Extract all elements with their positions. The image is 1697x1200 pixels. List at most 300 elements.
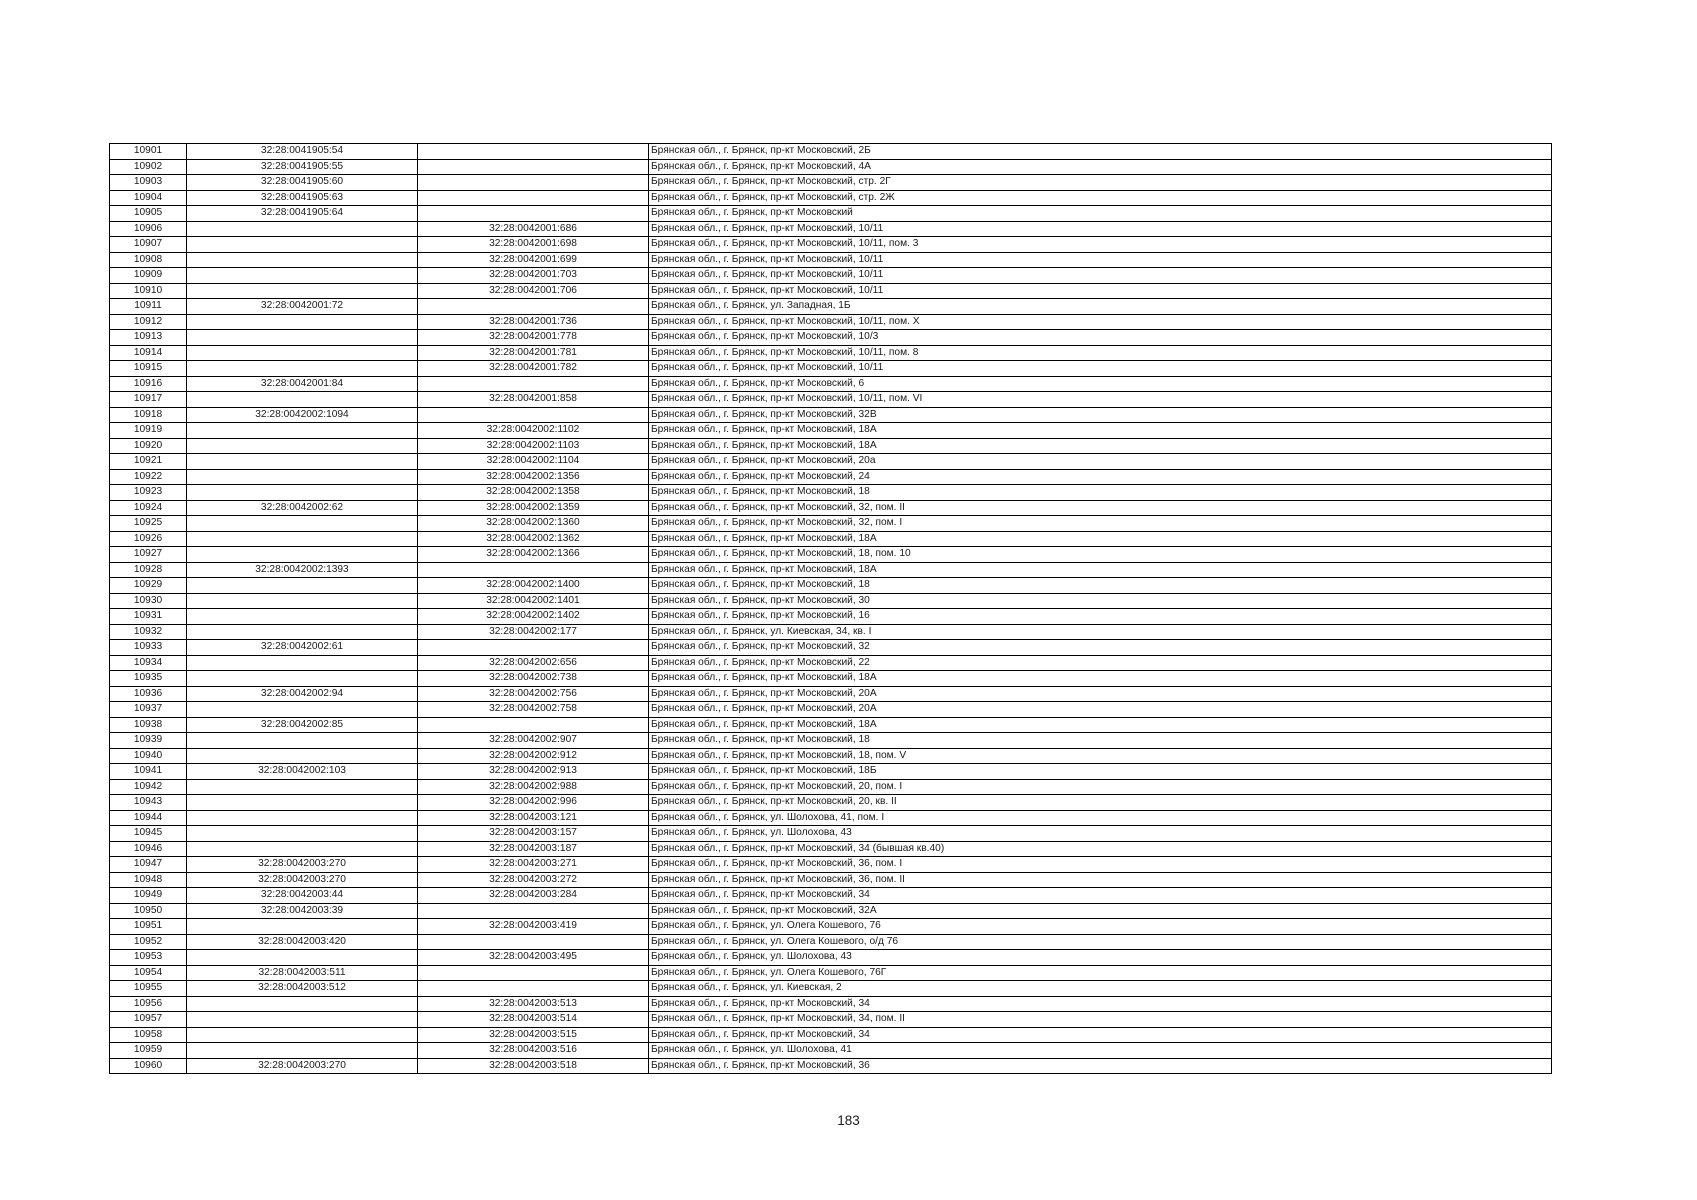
table-row (110, 423, 1552, 439)
row-number-cell: 10932 (110, 624, 187, 640)
object-cadastral-number-cell: 32:28:0042002:177 (418, 624, 649, 640)
land-cadastral-number-cell (187, 578, 418, 594)
address-cell: Брянская обл., г. Брянск, ул. Шолохова, 43 (649, 950, 1552, 966)
table-row (110, 376, 1552, 392)
row-number-cell: 10919 (110, 423, 187, 439)
address-cell: Брянская обл., г. Брянск, ул. Киевская, 34, кв. I (649, 624, 1552, 640)
land-cadastral-number-cell (187, 469, 418, 485)
table-row (110, 655, 1552, 671)
address-cell: Брянская обл., г. Брянск, пр-кт Московский, 20а (649, 454, 1552, 470)
address-cell: Брянская обл., г. Брянск, пр-кт Московский, 4А (649, 159, 1552, 175)
land-cadastral-number-cell (187, 919, 418, 935)
object-cadastral-number-cell: 32:28:0042001:782 (418, 361, 649, 377)
address-cell: Брянская обл., г. Брянск, пр-кт Московский, 18, пом. V (649, 748, 1552, 764)
row-number-cell: 10955 (110, 981, 187, 997)
object-cadastral-number-cell: 32:28:0042002:758 (418, 702, 649, 718)
object-cadastral-number-cell (418, 903, 649, 919)
object-cadastral-number-cell: 32:28:0042003:157 (418, 826, 649, 842)
row-number-cell: 10951 (110, 919, 187, 935)
land-cadastral-number-cell (187, 237, 418, 253)
row-number-cell: 10942 (110, 779, 187, 795)
land-cadastral-number-cell (187, 748, 418, 764)
land-cadastral-number-cell (187, 283, 418, 299)
object-cadastral-number-cell: 32:28:0042002:1401 (418, 593, 649, 609)
table-row (110, 795, 1552, 811)
object-cadastral-number-cell: 32:28:0042001:858 (418, 392, 649, 408)
object-cadastral-number-cell: 32:28:0042002:1362 (418, 531, 649, 547)
object-cadastral-number-cell: 32:28:0042001:736 (418, 314, 649, 330)
table-row (110, 438, 1552, 454)
object-cadastral-number-cell (418, 965, 649, 981)
table-row (110, 950, 1552, 966)
land-cadastral-number-cell (187, 423, 418, 439)
address-cell: Брянская обл., г. Брянск, пр-кт Московский, 24 (649, 469, 1552, 485)
object-cadastral-number-cell: 32:28:0042003:272 (418, 872, 649, 888)
address-cell: Брянская обл., г. Брянск, пр-кт Московский, 30 (649, 593, 1552, 609)
land-cadastral-number-cell (187, 392, 418, 408)
address-cell: Брянская обл., г. Брянск, пр-кт Московский, 34 (649, 996, 1552, 1012)
land-cadastral-number-cell: 32:28:0042002:1094 (187, 407, 418, 423)
row-number-cell: 10958 (110, 1027, 187, 1043)
table-row (110, 872, 1552, 888)
land-cadastral-number-cell (187, 361, 418, 377)
land-cadastral-number-cell (187, 314, 418, 330)
object-cadastral-number-cell: 32:28:0042002:1103 (418, 438, 649, 454)
object-cadastral-number-cell: 32:28:0042003:515 (418, 1027, 649, 1043)
table-row (110, 981, 1552, 997)
row-number-cell: 10940 (110, 748, 187, 764)
row-number-cell: 10936 (110, 686, 187, 702)
land-cadastral-number-cell (187, 531, 418, 547)
row-number-cell: 10938 (110, 717, 187, 733)
land-cadastral-number-cell: 32:28:0042002:1393 (187, 562, 418, 578)
row-number-cell: 10917 (110, 392, 187, 408)
row-number-cell: 10939 (110, 733, 187, 749)
row-number-cell: 10910 (110, 283, 187, 299)
address-cell: Брянская обл., г. Брянск, пр-кт Московский, 18А (649, 423, 1552, 439)
object-cadastral-number-cell: 32:28:0042003:518 (418, 1058, 649, 1074)
land-cadastral-number-cell: 32:28:0042003:270 (187, 872, 418, 888)
address-cell: Брянская обл., г. Брянск, пр-кт Московский, стр. 2Г (649, 175, 1552, 191)
land-cadastral-number-cell (187, 593, 418, 609)
object-cadastral-number-cell: 32:28:0042002:756 (418, 686, 649, 702)
object-cadastral-number-cell: 32:28:0042002:1402 (418, 609, 649, 625)
table-row (110, 888, 1552, 904)
object-cadastral-number-cell: 32:28:0042003:513 (418, 996, 649, 1012)
land-cadastral-number-cell (187, 252, 418, 268)
land-cadastral-number-cell: 32:28:0042002:61 (187, 640, 418, 656)
table-row (110, 485, 1552, 501)
table-row (110, 206, 1552, 222)
object-cadastral-number-cell: 32:28:0042002:913 (418, 764, 649, 780)
address-cell: Брянская обл., г. Брянск, ул. Олега Кошевого, о/д 76 (649, 934, 1552, 950)
object-cadastral-number-cell: 32:28:0042002:738 (418, 671, 649, 687)
table-row (110, 252, 1552, 268)
row-number-cell: 10903 (110, 175, 187, 191)
row-number-cell: 10933 (110, 640, 187, 656)
land-cadastral-number-cell (187, 950, 418, 966)
land-cadastral-number-cell: 32:28:0042003:44 (187, 888, 418, 904)
table-row (110, 345, 1552, 361)
object-cadastral-number-cell (418, 376, 649, 392)
row-number-cell: 10956 (110, 996, 187, 1012)
land-cadastral-number-cell: 32:28:0041905:64 (187, 206, 418, 222)
address-cell: Брянская обл., г. Брянск, пр-кт Московский, 36, пом. I (649, 857, 1552, 873)
object-cadastral-number-cell (418, 206, 649, 222)
object-cadastral-number-cell: 32:28:0042003:419 (418, 919, 649, 935)
row-number-cell: 10913 (110, 330, 187, 346)
land-cadastral-number-cell (187, 345, 418, 361)
table-row (110, 562, 1552, 578)
object-cadastral-number-cell: 32:28:0042002:1400 (418, 578, 649, 594)
object-cadastral-number-cell: 32:28:0042003:514 (418, 1012, 649, 1028)
address-cell: Брянская обл., г. Брянск, пр-кт Московский, 10/11 (649, 361, 1552, 377)
table-row (110, 1012, 1552, 1028)
table-row (110, 531, 1552, 547)
object-cadastral-number-cell: 32:28:0042003:121 (418, 810, 649, 826)
row-number-cell: 10920 (110, 438, 187, 454)
address-cell: Брянская обл., г. Брянск, ул. Олега Кошевого, 76 (649, 919, 1552, 935)
object-cadastral-number-cell: 32:28:0042003:495 (418, 950, 649, 966)
table-row (110, 361, 1552, 377)
address-cell: Брянская обл., г. Брянск, пр-кт Московский, 18А (649, 438, 1552, 454)
object-cadastral-number-cell (418, 299, 649, 315)
table-row (110, 934, 1552, 950)
row-number-cell: 10945 (110, 826, 187, 842)
table-row (110, 578, 1552, 594)
address-cell: Брянская обл., г. Брянск, пр-кт Московский, 10/11 (649, 252, 1552, 268)
address-cell: Брянская обл., г. Брянск, пр-кт Московский, 18Б (649, 764, 1552, 780)
object-cadastral-number-cell: 32:28:0042001:698 (418, 237, 649, 253)
object-cadastral-number-cell: 32:28:0042001:699 (418, 252, 649, 268)
row-number-cell: 10923 (110, 485, 187, 501)
table-row (110, 407, 1552, 423)
row-number-cell: 10931 (110, 609, 187, 625)
address-cell: Брянская обл., г. Брянск, пр-кт Московский, 18А (649, 531, 1552, 547)
row-number-cell: 10921 (110, 454, 187, 470)
table-row (110, 299, 1552, 315)
object-cadastral-number-cell: 32:28:0042002:1366 (418, 547, 649, 563)
address-cell: Брянская обл., г. Брянск, пр-кт Московский, 10/3 (649, 330, 1552, 346)
object-cadastral-number-cell: 32:28:0042001:706 (418, 283, 649, 299)
object-cadastral-number-cell: 32:28:0042002:1102 (418, 423, 649, 439)
row-number-cell: 10930 (110, 593, 187, 609)
object-cadastral-number-cell: 32:28:0042001:703 (418, 268, 649, 284)
address-cell: Брянская обл., г. Брянск, ул. Шолохова, 43 (649, 826, 1552, 842)
table-row (110, 965, 1552, 981)
address-cell: Брянская обл., г. Брянск, ул. Киевская, 2 (649, 981, 1552, 997)
row-number-cell: 10901 (110, 144, 187, 160)
table-row (110, 903, 1552, 919)
table-row (110, 314, 1552, 330)
address-cell: Брянская обл., г. Брянск, ул. Западная, 1Б (649, 299, 1552, 315)
address-cell: Брянская обл., г. Брянск, пр-кт Московский, 18, пом. 10 (649, 547, 1552, 563)
land-cadastral-number-cell (187, 1027, 418, 1043)
object-cadastral-number-cell: 32:28:0042002:907 (418, 733, 649, 749)
address-cell: Брянская обл., г. Брянск, пр-кт Московский, 34 (649, 888, 1552, 904)
address-cell: Брянская обл., г. Брянск, пр-кт Московский, 34 (649, 1027, 1552, 1043)
table-row (110, 175, 1552, 191)
land-cadastral-number-cell (187, 810, 418, 826)
object-cadastral-number-cell (418, 981, 649, 997)
row-number-cell: 10907 (110, 237, 187, 253)
row-number-cell: 10926 (110, 531, 187, 547)
object-cadastral-number-cell: 32:28:0042002:1356 (418, 469, 649, 485)
land-cadastral-number-cell: 32:28:0042003:511 (187, 965, 418, 981)
address-cell: Брянская обл., г. Брянск, пр-кт Московский, 10/11 (649, 268, 1552, 284)
page-number: 183 (837, 1113, 860, 1128)
land-cadastral-number-cell: 32:28:0042001:84 (187, 376, 418, 392)
row-number-cell: 10943 (110, 795, 187, 811)
table-row (110, 919, 1552, 935)
row-number-cell: 10959 (110, 1043, 187, 1059)
address-cell: Брянская обл., г. Брянск, пр-кт Московский, стр. 2Ж (649, 190, 1552, 206)
land-cadastral-number-cell (187, 438, 418, 454)
land-cadastral-number-cell: 32:28:0042002:94 (187, 686, 418, 702)
address-cell: Брянская обл., г. Брянск, пр-кт Московский, 18А (649, 717, 1552, 733)
address-cell: Брянская обл., г. Брянск, пр-кт Московский, 10/11, пом. Х (649, 314, 1552, 330)
table-row (110, 547, 1552, 563)
table-row (110, 733, 1552, 749)
address-cell: Брянская обл., г. Брянск, пр-кт Московский, 22 (649, 655, 1552, 671)
row-number-cell: 10957 (110, 1012, 187, 1028)
object-cadastral-number-cell: 32:28:0042001:686 (418, 221, 649, 237)
land-cadastral-number-cell (187, 624, 418, 640)
row-number-cell: 10947 (110, 857, 187, 873)
address-cell: Брянская обл., г. Брянск, пр-кт Московский, 18А (649, 671, 1552, 687)
land-cadastral-number-cell (187, 671, 418, 687)
table-row (110, 190, 1552, 206)
land-cadastral-number-cell (187, 268, 418, 284)
address-cell: Брянская обл., г. Брянск, пр-кт Московский, 10/11, пом. VI (649, 392, 1552, 408)
row-number-cell: 10928 (110, 562, 187, 578)
row-number-cell: 10952 (110, 934, 187, 950)
address-cell: Брянская обл., г. Брянск, пр-кт Московский, 20, пом. I (649, 779, 1552, 795)
row-number-cell: 10914 (110, 345, 187, 361)
address-cell: Брянская обл., г. Брянск, пр-кт Московский, 18 (649, 485, 1552, 501)
table-row (110, 268, 1552, 284)
address-cell: Брянская обл., г. Брянск, пр-кт Московский, 32В (649, 407, 1552, 423)
object-cadastral-number-cell (418, 934, 649, 950)
address-cell: Брянская обл., г. Брянск, ул. Шолохова, 41 (649, 1043, 1552, 1059)
row-number-cell: 10902 (110, 159, 187, 175)
table-row (110, 1058, 1552, 1074)
object-cadastral-number-cell (418, 144, 649, 160)
land-cadastral-number-cell (187, 1043, 418, 1059)
address-cell: Брянская обл., г. Брянск, пр-кт Московский, 34 (бывшая кв.40) (649, 841, 1552, 857)
table-row (110, 702, 1552, 718)
object-cadastral-number-cell: 32:28:0042002:1360 (418, 516, 649, 532)
address-cell: Брянская обл., г. Брянск, пр-кт Московский, 20А (649, 702, 1552, 718)
object-cadastral-number-cell (418, 562, 649, 578)
land-cadastral-number-cell: 32:28:0042001:72 (187, 299, 418, 315)
row-number-cell: 10916 (110, 376, 187, 392)
row-number-cell: 10912 (110, 314, 187, 330)
row-number-cell: 10911 (110, 299, 187, 315)
row-number-cell: 10954 (110, 965, 187, 981)
address-cell: Брянская обл., г. Брянск, пр-кт Московский, 10/11, пом. 3 (649, 237, 1552, 253)
row-number-cell: 10946 (110, 841, 187, 857)
row-number-cell: 10906 (110, 221, 187, 237)
row-number-cell: 10904 (110, 190, 187, 206)
table-row (110, 469, 1552, 485)
object-cadastral-number-cell: 32:28:0042003:516 (418, 1043, 649, 1059)
table-row (110, 283, 1552, 299)
object-cadastral-number-cell: 32:28:0042001:778 (418, 330, 649, 346)
table-row (110, 454, 1552, 470)
object-cadastral-number-cell: 32:28:0042002:1359 (418, 500, 649, 516)
table-row (110, 764, 1552, 780)
land-cadastral-number-cell (187, 996, 418, 1012)
land-cadastral-number-cell: 32:28:0041905:63 (187, 190, 418, 206)
table-row (110, 686, 1552, 702)
object-cadastral-number-cell (418, 159, 649, 175)
row-number-cell: 10960 (110, 1058, 187, 1074)
land-cadastral-number-cell (187, 841, 418, 857)
table-row (110, 996, 1552, 1012)
address-cell: Брянская обл., г. Брянск, пр-кт Московский, 18 (649, 578, 1552, 594)
address-cell: Брянская обл., г. Брянск, пр-кт Московский, 10/11 (649, 283, 1552, 299)
address-cell: Брянская обл., г. Брянск, пр-кт Московский, 6 (649, 376, 1552, 392)
table-row (110, 810, 1552, 826)
land-cadastral-number-cell (187, 485, 418, 501)
row-number-cell: 10941 (110, 764, 187, 780)
land-cadastral-number-cell (187, 454, 418, 470)
row-number-cell: 10944 (110, 810, 187, 826)
land-cadastral-number-cell: 32:28:0041905:60 (187, 175, 418, 191)
row-number-cell: 10918 (110, 407, 187, 423)
address-cell: Брянская обл., г. Брянск, пр-кт Московский, 32А (649, 903, 1552, 919)
land-cadastral-number-cell: 32:28:0041905:55 (187, 159, 418, 175)
table-row (110, 237, 1552, 253)
land-cadastral-number-cell (187, 826, 418, 842)
row-number-cell: 10925 (110, 516, 187, 532)
object-cadastral-number-cell (418, 717, 649, 733)
table-row (110, 1043, 1552, 1059)
row-number-cell: 10908 (110, 252, 187, 268)
table-row (110, 516, 1552, 532)
object-cadastral-number-cell: 32:28:0042003:271 (418, 857, 649, 873)
land-cadastral-number-cell (187, 221, 418, 237)
land-cadastral-number-cell (187, 655, 418, 671)
table-row (110, 221, 1552, 237)
land-cadastral-number-cell: 32:28:0042002:103 (187, 764, 418, 780)
land-cadastral-number-cell (187, 609, 418, 625)
land-cadastral-number-cell (187, 547, 418, 563)
address-cell: Брянская обл., г. Брянск, пр-кт Московский (649, 206, 1552, 222)
table-row (110, 159, 1552, 175)
land-cadastral-number-cell (187, 330, 418, 346)
object-cadastral-number-cell: 32:28:0042002:996 (418, 795, 649, 811)
row-number-cell: 10937 (110, 702, 187, 718)
address-cell: Брянская обл., г. Брянск, пр-кт Московский, 34, пом. II (649, 1012, 1552, 1028)
object-cadastral-number-cell: 32:28:0042001:781 (418, 345, 649, 361)
row-number-cell: 10934 (110, 655, 187, 671)
land-cadastral-number-cell: 32:28:0042003:270 (187, 1058, 418, 1074)
object-cadastral-number-cell (418, 640, 649, 656)
registry-table (109, 143, 1552, 1074)
table-row (110, 330, 1552, 346)
table-row (110, 144, 1552, 160)
object-cadastral-number-cell: 32:28:0042003:284 (418, 888, 649, 904)
address-cell: Брянская обл., г. Брянск, ул. Шолохова, 41, пом. I (649, 810, 1552, 826)
address-cell: Брянская обл., г. Брянск, пр-кт Московский, 20, кв. II (649, 795, 1552, 811)
row-number-cell: 10948 (110, 872, 187, 888)
row-number-cell: 10953 (110, 950, 187, 966)
table-row (110, 748, 1552, 764)
row-number-cell: 10924 (110, 500, 187, 516)
table-row (110, 593, 1552, 609)
table-row (110, 826, 1552, 842)
table-row (110, 609, 1552, 625)
object-cadastral-number-cell (418, 190, 649, 206)
table-row (110, 1027, 1552, 1043)
address-cell: Брянская обл., г. Брянск, пр-кт Московский, 32, пом. II (649, 500, 1552, 516)
land-cadastral-number-cell (187, 733, 418, 749)
land-cadastral-number-cell: 32:28:0041905:54 (187, 144, 418, 160)
row-number-cell: 10950 (110, 903, 187, 919)
land-cadastral-number-cell (187, 1012, 418, 1028)
address-cell: Брянская обл., г. Брянск, пр-кт Московский, 10/11 (649, 221, 1552, 237)
table-row (110, 841, 1552, 857)
land-cadastral-number-cell: 32:28:0042003:512 (187, 981, 418, 997)
land-cadastral-number-cell: 32:28:0042002:62 (187, 500, 418, 516)
land-cadastral-number-cell: 32:28:0042003:39 (187, 903, 418, 919)
table-row (110, 671, 1552, 687)
address-cell: Брянская обл., г. Брянск, пр-кт Московский, 36 (649, 1058, 1552, 1074)
table-row (110, 624, 1552, 640)
row-number-cell: 10927 (110, 547, 187, 563)
object-cadastral-number-cell: 32:28:0042003:187 (418, 841, 649, 857)
row-number-cell: 10929 (110, 578, 187, 594)
address-cell: Брянская обл., г. Брянск, ул. Олега Кошевого, 76Г (649, 965, 1552, 981)
land-cadastral-number-cell: 32:28:0042003:270 (187, 857, 418, 873)
address-cell: Брянская обл., г. Брянск, пр-кт Московский, 10/11, пом. 8 (649, 345, 1552, 361)
table-row (110, 640, 1552, 656)
object-cadastral-number-cell: 32:28:0042002:656 (418, 655, 649, 671)
object-cadastral-number-cell: 32:28:0042002:1104 (418, 454, 649, 470)
address-cell: Брянская обл., г. Брянск, пр-кт Московский, 2Б (649, 144, 1552, 160)
address-cell: Брянская обл., г. Брянск, пр-кт Московский, 16 (649, 609, 1552, 625)
address-cell: Брянская обл., г. Брянск, пр-кт Московский, 20А (649, 686, 1552, 702)
row-number-cell: 10905 (110, 206, 187, 222)
land-cadastral-number-cell (187, 795, 418, 811)
address-cell: Брянская обл., г. Брянск, пр-кт Московский, 18 (649, 733, 1552, 749)
table-row (110, 392, 1552, 408)
land-cadastral-number-cell: 32:28:0042003:420 (187, 934, 418, 950)
object-cadastral-number-cell (418, 175, 649, 191)
address-cell: Брянская обл., г. Брянск, пр-кт Московский, 32 (649, 640, 1552, 656)
table-row (110, 717, 1552, 733)
table-row (110, 500, 1552, 516)
object-cadastral-number-cell: 32:28:0042002:1358 (418, 485, 649, 501)
address-cell: Брянская обл., г. Брянск, пр-кт Московский, 36, пом. II (649, 872, 1552, 888)
row-number-cell: 10909 (110, 268, 187, 284)
address-cell: Брянская обл., г. Брянск, пр-кт Московский, 18А (649, 562, 1552, 578)
address-cell: Брянская обл., г. Брянск, пр-кт Московский, 32, пом. I (649, 516, 1552, 532)
land-cadastral-number-cell (187, 516, 418, 532)
object-cadastral-number-cell: 32:28:0042002:912 (418, 748, 649, 764)
land-cadastral-number-cell (187, 702, 418, 718)
land-cadastral-number-cell (187, 779, 418, 795)
row-number-cell: 10935 (110, 671, 187, 687)
object-cadastral-number-cell: 32:28:0042002:988 (418, 779, 649, 795)
registry-table-body (110, 144, 1552, 1074)
table-row (110, 857, 1552, 873)
land-cadastral-number-cell: 32:28:0042002:85 (187, 717, 418, 733)
row-number-cell: 10915 (110, 361, 187, 377)
object-cadastral-number-cell (418, 407, 649, 423)
